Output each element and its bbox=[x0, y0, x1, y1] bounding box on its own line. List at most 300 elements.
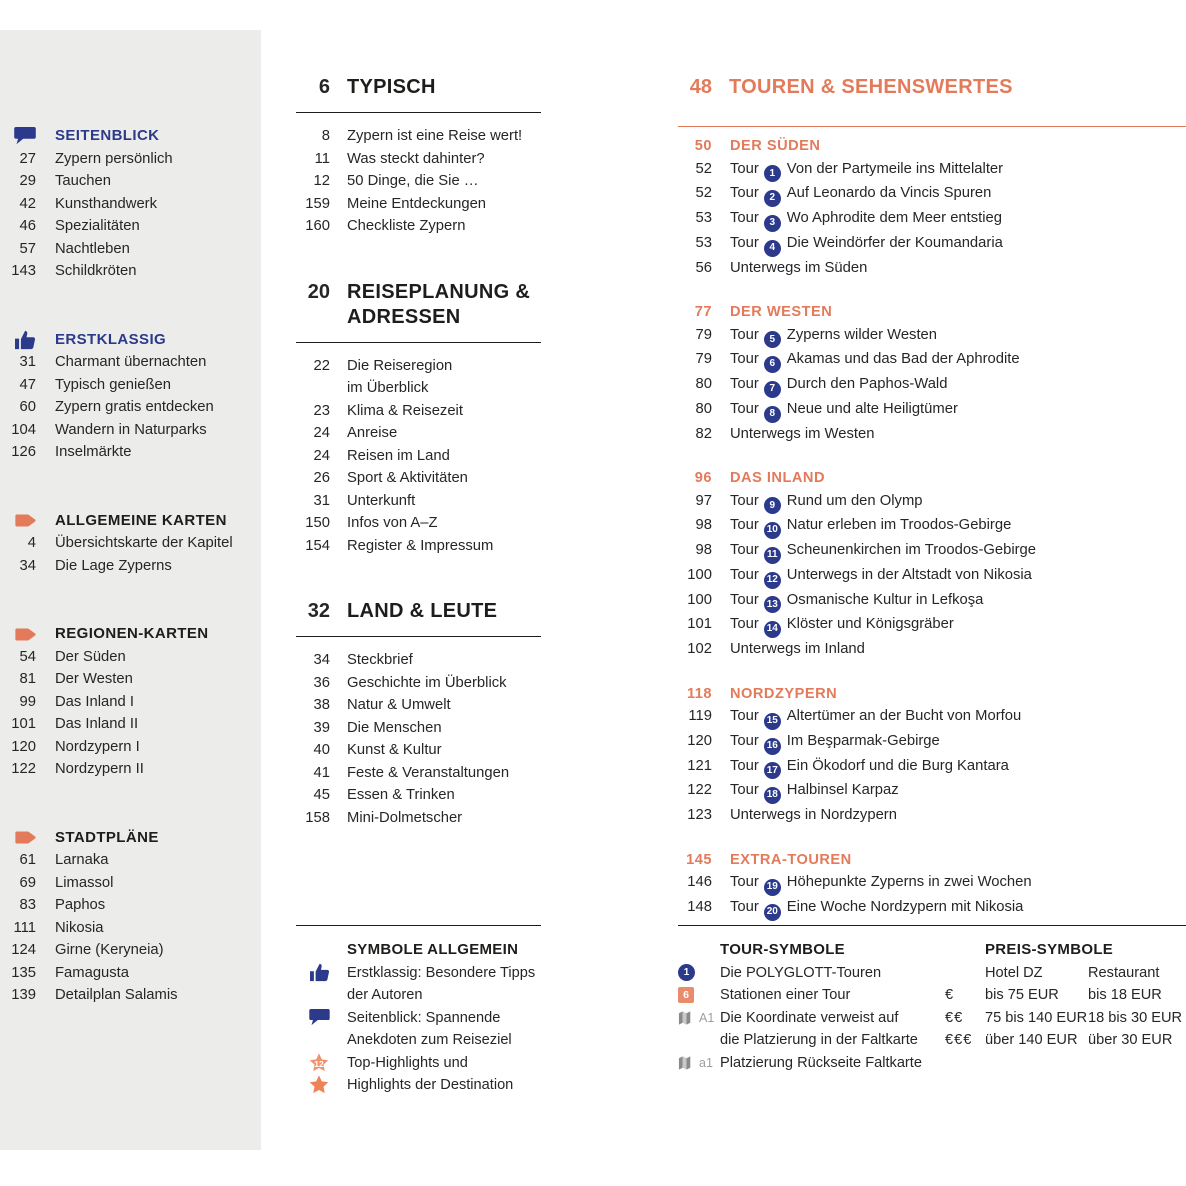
page-number: 52 bbox=[695, 185, 712, 202]
tour-number-badge: 4 bbox=[764, 240, 781, 257]
tour-number-badge: 11 bbox=[764, 547, 781, 564]
map-arrow-icon bbox=[0, 513, 36, 528]
section-header bbox=[0, 329, 261, 352]
page-number: 47 bbox=[19, 376, 36, 393]
item-label: Tour 4 Die Weindörfer der Koumandaria bbox=[730, 232, 1003, 257]
page-number: 31 bbox=[313, 492, 330, 509]
list-item bbox=[678, 324, 1186, 349]
section-title: REGIONEN-KARTEN bbox=[55, 625, 209, 642]
chapter-title: LAND & LEUTE bbox=[347, 600, 498, 622]
page-number: 22 bbox=[313, 357, 330, 374]
page-number: 146 bbox=[687, 874, 712, 890]
tour-section-der-sueden bbox=[678, 135, 1186, 279]
item-label: Nordzypern II bbox=[55, 761, 144, 777]
item-label: Tour 1 Von der Partymeile ins Mittelalter bbox=[730, 158, 1003, 183]
item-label: Tour 3 Wo Aphrodite dem Meer entstieg bbox=[730, 207, 1002, 232]
item-label: 50 Dinge, die Sie … bbox=[347, 173, 479, 189]
list-item bbox=[296, 355, 541, 400]
list-item bbox=[678, 638, 1186, 661]
list-item bbox=[0, 894, 261, 917]
item-label: Tour 10 Natur erleben im Troodos-Gebirge bbox=[730, 514, 1011, 539]
euro-symbol: € bbox=[945, 987, 955, 1003]
divider bbox=[296, 925, 541, 926]
page-number: 60 bbox=[19, 399, 36, 415]
page-number: 148 bbox=[687, 898, 712, 915]
thumbs-up-icon bbox=[0, 330, 36, 350]
tour-number-badge-icon: 1 bbox=[678, 964, 695, 981]
tour-section-extra-touren bbox=[678, 849, 1186, 921]
page-number: 26 bbox=[313, 470, 330, 486]
chapter-page-number: 6 bbox=[318, 76, 330, 98]
price-row: € bis 75 EUR bis 18 EUR bbox=[945, 984, 1186, 1007]
list-item bbox=[678, 589, 1186, 614]
tour-section-der-westen bbox=[678, 301, 1186, 445]
tour-number-badge: 17 bbox=[764, 762, 781, 779]
page-number: 104 bbox=[11, 421, 36, 438]
page-number: 23 bbox=[313, 402, 330, 419]
item-label: Tour 11 Scheunenkirchen im Troodos-Gebirge bbox=[730, 539, 1036, 564]
item-label: Zypern gratis entdecken bbox=[55, 399, 214, 415]
list-item bbox=[678, 896, 1186, 921]
page-number: 100 bbox=[687, 566, 712, 583]
section-title: ERSTKLASSIG bbox=[55, 330, 167, 348]
page-number: 69 bbox=[19, 874, 36, 891]
list-item bbox=[0, 351, 261, 374]
page-number: 98 bbox=[695, 542, 712, 558]
page-number: 80 bbox=[695, 400, 712, 417]
tour-number-badge: 19 bbox=[764, 879, 781, 896]
item-label: Tauchen bbox=[55, 173, 111, 189]
page-number: 45 bbox=[313, 787, 330, 803]
divider bbox=[678, 925, 1186, 926]
page-number: 160 bbox=[305, 218, 330, 234]
map-arrow-icon bbox=[0, 830, 36, 845]
page-number: 34 bbox=[19, 557, 36, 574]
page-number: 82 bbox=[695, 425, 712, 442]
list-item bbox=[0, 984, 261, 1007]
page-number: 56 bbox=[695, 259, 712, 276]
item-label: Mini-Dolmetscher bbox=[347, 809, 463, 826]
item-label: Famagusta bbox=[55, 964, 130, 981]
section-title: ALLGEMEINE KARTEN bbox=[55, 511, 227, 529]
tour-section-title: DER SÜDEN bbox=[730, 138, 821, 154]
list-item bbox=[296, 672, 541, 695]
list-item bbox=[296, 717, 541, 740]
list-item bbox=[0, 441, 261, 464]
item-label: Unterwegs in Nordzypern bbox=[730, 807, 897, 823]
item-label: Girne (Keryneia) bbox=[55, 942, 164, 958]
list-item bbox=[0, 849, 261, 872]
list-item bbox=[0, 758, 261, 781]
page-number: 99 bbox=[19, 693, 36, 710]
page-number: 8 bbox=[321, 128, 330, 144]
item-label: Natur & Umwelt bbox=[347, 697, 451, 713]
list-item bbox=[0, 193, 261, 216]
tour-section-header: 145 EXTRA-TOUREN bbox=[678, 849, 1186, 872]
legend-row: Erstklassig: Besondere Tipps bbox=[296, 962, 541, 985]
speech-bubble-icon bbox=[0, 127, 36, 145]
tour-number-badge: 16 bbox=[764, 738, 781, 755]
chapter-header bbox=[296, 280, 541, 330]
section-title: SEITENBLICK bbox=[55, 127, 160, 144]
item-label: Infos von A–Z bbox=[347, 515, 438, 531]
page-number: 97 bbox=[695, 492, 712, 509]
item-label: Unterkunft bbox=[347, 492, 416, 509]
tour-list bbox=[678, 158, 1186, 280]
item-label: Der Westen bbox=[55, 671, 133, 687]
section-list bbox=[0, 351, 261, 464]
tour-list bbox=[678, 705, 1186, 827]
tour-section-das-inland bbox=[678, 467, 1186, 661]
item-label: Inselmärkte bbox=[55, 444, 132, 460]
list-item bbox=[678, 730, 1186, 755]
list-item bbox=[0, 736, 261, 759]
page-number: 31 bbox=[19, 354, 36, 370]
page-number: 53 bbox=[695, 234, 712, 251]
item-label: Detailplan Salamis bbox=[55, 987, 178, 1003]
symbols-legend bbox=[296, 925, 541, 1097]
legend-title: SYMBOLE ALLGEMEIN bbox=[347, 941, 519, 958]
section-title: STADTPLÄNE bbox=[55, 828, 159, 846]
page-number: 29 bbox=[19, 173, 36, 189]
sidebar-section-stadtplaene bbox=[0, 827, 261, 1007]
list-item bbox=[296, 490, 541, 513]
foldmap-icon bbox=[678, 1011, 695, 1025]
section-header bbox=[0, 125, 261, 148]
chapter-land-leute bbox=[296, 599, 541, 829]
page-number: 40 bbox=[313, 742, 330, 758]
chapter-list bbox=[296, 355, 541, 558]
tour-list bbox=[678, 324, 1186, 446]
item-label: Tour 18 Halbinsel Karpaz bbox=[730, 779, 899, 804]
page-number: 61 bbox=[19, 852, 36, 868]
page-number: 100 bbox=[687, 591, 712, 608]
list-item bbox=[0, 170, 261, 193]
divider bbox=[296, 112, 541, 113]
item-label: Schildkröten bbox=[55, 263, 137, 279]
legend-title-row bbox=[296, 939, 541, 962]
list-item bbox=[296, 784, 541, 807]
page-number: 80 bbox=[695, 376, 712, 392]
item-label: Unterwegs im Westen bbox=[730, 425, 875, 442]
tour-number-badge: 1 bbox=[764, 165, 781, 182]
item-label: Typisch genießen bbox=[55, 376, 171, 393]
tour-section-title: NORDZYPERN bbox=[730, 685, 838, 702]
list-item bbox=[0, 419, 261, 442]
price-col-hotel: Hotel DZ bbox=[985, 964, 1043, 981]
tour-list bbox=[678, 871, 1186, 921]
page-number: 54 bbox=[19, 648, 36, 665]
chapter-list bbox=[296, 649, 541, 829]
list-item bbox=[678, 705, 1186, 730]
tour-section-header: 118 NORDZYPERN bbox=[678, 683, 1186, 706]
page-number: 111 bbox=[13, 919, 36, 936]
list-item bbox=[296, 535, 541, 558]
tour-number-badge: 9 bbox=[764, 497, 781, 514]
section-header bbox=[0, 510, 261, 533]
legend-row: 12 Top-Highlights und bbox=[296, 1052, 541, 1075]
item-label: Tour 19 Höhepunkte Zyperns in zwei Wochen bbox=[730, 871, 1032, 896]
thumbs-up-icon bbox=[296, 963, 330, 982]
tour-number-badge: 5 bbox=[764, 331, 781, 348]
section-header bbox=[0, 827, 261, 850]
item-label: Das Inland I bbox=[55, 693, 134, 710]
list-item bbox=[0, 532, 261, 555]
price-row: €€ 75 bis 140 EUR 18 bis 30 EUR bbox=[945, 1007, 1186, 1030]
list-item bbox=[296, 125, 541, 148]
page-number: 126 bbox=[11, 444, 36, 460]
page-number: 123 bbox=[687, 807, 712, 823]
right-column bbox=[678, 75, 1186, 943]
tour-section-header: 96 DAS INLAND bbox=[678, 467, 1186, 490]
chapter-header-touren bbox=[678, 75, 1186, 100]
chapter-title: TOUREN & SEHENSWERTES bbox=[729, 76, 1013, 98]
page-number: 120 bbox=[687, 732, 712, 749]
page-number: 79 bbox=[695, 351, 712, 368]
middle-column bbox=[296, 75, 541, 871]
item-label: Klima & Reisezeit bbox=[347, 402, 463, 419]
station-badge-icon: 6 bbox=[678, 987, 694, 1003]
euro-symbol: €€ bbox=[945, 1009, 964, 1026]
tour-section-header: 50 DER SÜDEN bbox=[678, 135, 1186, 158]
list-item bbox=[678, 613, 1186, 638]
tour-section-nordzypern bbox=[678, 683, 1186, 827]
item-label: Geschichte im Überblick bbox=[347, 674, 507, 691]
page-number: 11 bbox=[314, 150, 330, 167]
list-item bbox=[678, 207, 1186, 232]
page-number: 154 bbox=[305, 537, 330, 554]
divider bbox=[678, 126, 1186, 127]
item-label: Die Lage Zyperns bbox=[55, 557, 172, 574]
page-number: 98 bbox=[695, 517, 712, 534]
page-number: 24 bbox=[313, 447, 330, 464]
page-number: 122 bbox=[11, 761, 36, 777]
tour-number-badge: 3 bbox=[764, 215, 781, 232]
item-label: Tour 17 Ein Ökodorf und die Burg Kantara bbox=[730, 755, 1009, 780]
page-number: 57 bbox=[19, 240, 36, 257]
tour-section-header: 77 DER WESTEN bbox=[678, 301, 1186, 324]
list-item bbox=[678, 871, 1186, 896]
item-label: Meine Entdeckungen bbox=[347, 195, 487, 212]
map-coordinate: A1 bbox=[699, 1010, 715, 1025]
tour-number-badge: 18 bbox=[764, 787, 781, 804]
list-item bbox=[0, 555, 261, 578]
item-label: Tour 14 Klöster und Königsgräber bbox=[730, 613, 954, 638]
item-label: Tour 20 Eine Woche Nordzypern mit Nikosia bbox=[730, 896, 1023, 921]
item-label: Paphos bbox=[55, 897, 106, 913]
list-item bbox=[678, 755, 1186, 780]
tour-list bbox=[678, 490, 1186, 661]
item-label: Charmant übernachten bbox=[55, 354, 207, 370]
tour-number-badge: 15 bbox=[764, 713, 781, 730]
chapter-header bbox=[296, 599, 541, 624]
list-item bbox=[0, 917, 261, 940]
tour-number-badge: 7 bbox=[764, 381, 781, 398]
tour-number-badge: 13 bbox=[764, 596, 781, 613]
section-header bbox=[0, 623, 261, 646]
price-symbols-legend bbox=[945, 939, 1186, 1074]
item-label: Tour 6 Akamas und das Bad der Aphrodite bbox=[730, 348, 1020, 373]
list-item bbox=[678, 348, 1186, 373]
section-list bbox=[0, 849, 261, 1007]
list-item bbox=[678, 398, 1186, 423]
legend-row: a1 Platzierung Rückseite Faltkarte bbox=[678, 1052, 945, 1075]
page-number: 122 bbox=[687, 782, 712, 799]
list-item bbox=[0, 872, 261, 895]
divider bbox=[296, 636, 541, 637]
page-number: 121 bbox=[687, 757, 712, 774]
page-number: 24 bbox=[313, 425, 330, 441]
tour-section-title: DER WESTEN bbox=[730, 304, 833, 320]
tour-number-badge: 8 bbox=[764, 406, 781, 423]
item-label: Der Süden bbox=[55, 648, 126, 665]
list-item bbox=[678, 423, 1186, 446]
item-label: Tour 8 Neue und alte Heiligtümer bbox=[730, 398, 958, 423]
item-label: Nachtleben bbox=[55, 240, 130, 257]
section-list bbox=[0, 148, 261, 283]
legend-row: der Autoren bbox=[347, 987, 423, 1003]
list-item bbox=[0, 691, 261, 714]
page-number: 101 bbox=[687, 616, 712, 633]
page-number: 135 bbox=[11, 964, 36, 981]
item-label: Tour 7 Durch den Paphos-Wald bbox=[730, 373, 947, 398]
item-label: Die Reiseregion im Überblick bbox=[347, 357, 453, 396]
legend-row: A1 Die Koordinate verweist auf bbox=[678, 1007, 945, 1030]
list-item bbox=[678, 514, 1186, 539]
legend-title: PREIS-SYMBOLE bbox=[985, 941, 1114, 958]
list-item bbox=[296, 148, 541, 171]
list-item bbox=[296, 422, 541, 445]
page-number: 158 bbox=[305, 809, 330, 826]
legend-title: TOUR-SYMBOLE bbox=[720, 941, 845, 958]
chapter-header bbox=[296, 75, 541, 100]
list-item bbox=[0, 962, 261, 985]
list-item bbox=[678, 539, 1186, 564]
item-label: Kunsthandwerk bbox=[55, 195, 157, 212]
item-label: Anreise bbox=[347, 425, 398, 441]
item-label: Nordzypern I bbox=[55, 738, 140, 755]
item-label: Tour 12 Unterwegs in der Altstadt von Nikosia bbox=[730, 564, 1032, 589]
page-number: 102 bbox=[687, 641, 712, 657]
tour-number-badge: 12 bbox=[764, 572, 781, 589]
list-item bbox=[296, 467, 541, 490]
item-label: Essen & Trinken bbox=[347, 787, 455, 803]
list-item bbox=[678, 158, 1186, 183]
divider bbox=[296, 342, 541, 343]
sidebar-section-seitenblick bbox=[0, 125, 261, 283]
page-number: 4 bbox=[27, 535, 36, 551]
price-col-restaurant: Restaurant bbox=[1088, 964, 1160, 981]
list-item bbox=[678, 373, 1186, 398]
list-item bbox=[0, 215, 261, 238]
list-item bbox=[296, 193, 541, 216]
page-number: 53 bbox=[695, 210, 712, 226]
page-number: 46 bbox=[19, 218, 36, 234]
page-number: 52 bbox=[695, 160, 712, 177]
item-label: Feste & Veranstaltungen bbox=[347, 764, 510, 781]
tour-section-title: EXTRA-TOUREN bbox=[730, 851, 852, 868]
item-label: Das Inland II bbox=[55, 716, 139, 732]
star-badge-12-icon: 12 bbox=[296, 1052, 330, 1074]
item-label: Die Menschen bbox=[347, 719, 442, 736]
page-number: 34 bbox=[313, 652, 330, 668]
sidebar-section-allgemeine-karten bbox=[0, 510, 261, 578]
list-item bbox=[0, 148, 261, 171]
list-item bbox=[296, 649, 541, 672]
list-item bbox=[296, 694, 541, 717]
page-number: 119 bbox=[688, 708, 712, 724]
page-number: 12 bbox=[313, 173, 330, 189]
item-label: Register & Impressum bbox=[347, 537, 494, 554]
chapter-reiseplanung bbox=[296, 280, 541, 558]
list-item bbox=[678, 779, 1186, 804]
item-label: Kunst & Kultur bbox=[347, 742, 442, 758]
list-item bbox=[0, 646, 261, 669]
chapter-typisch bbox=[296, 75, 541, 238]
list-item bbox=[678, 182, 1186, 207]
section-list bbox=[0, 532, 261, 577]
tour-section-title: DAS INLAND bbox=[730, 470, 825, 486]
tour-number-badge: 2 bbox=[764, 190, 781, 207]
list-item bbox=[296, 400, 541, 423]
map-arrow-icon bbox=[0, 627, 36, 642]
tour-and-price-legend bbox=[678, 925, 1186, 1074]
foldmap-icon bbox=[678, 1056, 695, 1070]
legend-row: 6 Stationen einer Tour bbox=[678, 984, 945, 1007]
item-label: Was steckt dahinter? bbox=[347, 150, 485, 167]
item-label: Reisen im Land bbox=[347, 447, 450, 464]
item-label: Wandern in Naturparks bbox=[55, 421, 207, 438]
list-item bbox=[678, 232, 1186, 257]
list-item bbox=[0, 668, 261, 691]
list-item bbox=[296, 215, 541, 238]
page-number: 79 bbox=[695, 326, 712, 343]
tour-number-badge: 6 bbox=[764, 356, 781, 373]
chapter-page-number: 20 bbox=[307, 280, 330, 303]
list-item bbox=[296, 445, 541, 468]
list-item bbox=[0, 396, 261, 419]
legend-row: 1 Die POLYGLOTT-Touren bbox=[678, 962, 945, 985]
page-number: 159 bbox=[305, 195, 330, 212]
list-item bbox=[0, 374, 261, 397]
tour-number-badge: 10 bbox=[764, 522, 781, 539]
page-number: 120 bbox=[11, 738, 36, 755]
list-item bbox=[296, 739, 541, 762]
legend-row: Highlights der Destination bbox=[296, 1074, 541, 1097]
item-label: Checkliste Zypern bbox=[347, 218, 466, 234]
tour-number-badge: 20 bbox=[764, 904, 781, 921]
speech-bubble-icon bbox=[296, 1009, 330, 1026]
chapter-page-number: 48 bbox=[689, 76, 712, 98]
item-label: Unterwegs im Süden bbox=[730, 259, 868, 276]
item-label: Limassol bbox=[55, 874, 114, 891]
item-label: Tour 2 Auf Leonardo da Vincis Spuren bbox=[730, 182, 991, 207]
item-label: Steckbrief bbox=[347, 652, 413, 668]
list-item bbox=[0, 713, 261, 736]
sidebar-section-erstklassig bbox=[0, 329, 261, 464]
list-item bbox=[0, 939, 261, 962]
list-item bbox=[678, 564, 1186, 589]
item-label: Spezialitäten bbox=[55, 218, 140, 234]
page-number: 83 bbox=[19, 897, 36, 913]
list-item bbox=[296, 762, 541, 785]
page-number: 81 bbox=[19, 671, 36, 687]
euro-symbol: €€€ bbox=[945, 1032, 973, 1048]
page-number: 150 bbox=[305, 515, 330, 531]
chapter-list bbox=[296, 125, 541, 238]
map-coordinate: a1 bbox=[699, 1055, 713, 1070]
tour-symbols-legend bbox=[678, 939, 945, 1074]
